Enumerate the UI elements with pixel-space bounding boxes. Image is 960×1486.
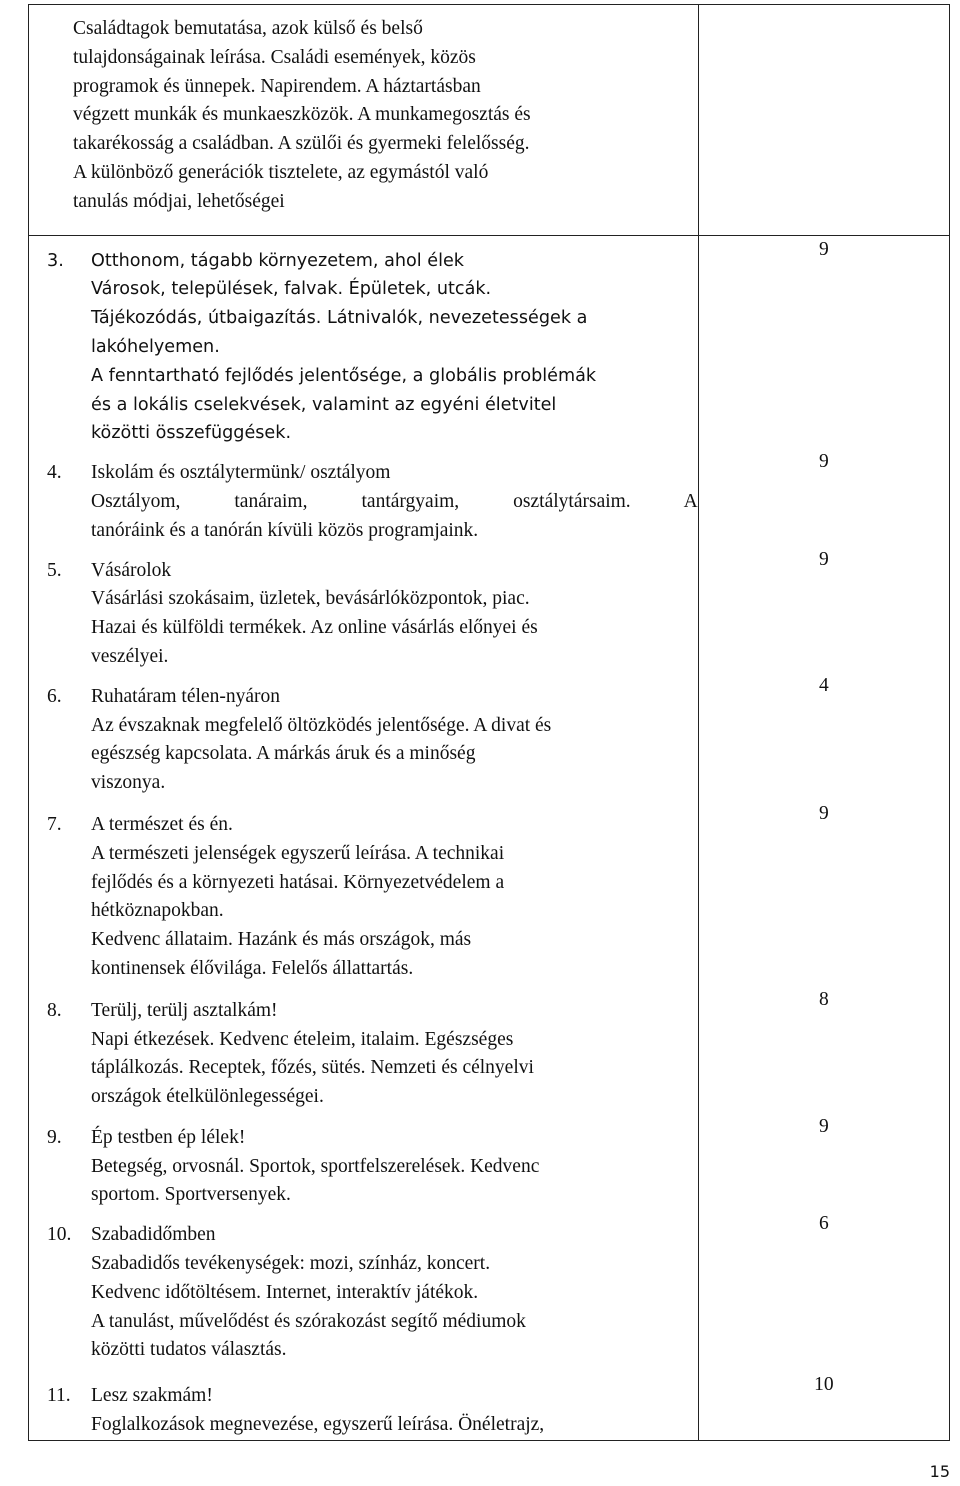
topic-number: 6.	[47, 685, 62, 707]
hours-value: 9	[818, 451, 829, 473]
topic-section	[29, 1221, 698, 1365]
topic-title: Szabadidőmben	[91, 1224, 216, 1246]
hours-value: 9	[818, 1115, 829, 1137]
topic-line: veszélyei.	[91, 645, 169, 667]
topic-line: táplálkozás. Receptek, főzés, sütés. Nemzeti és célnyelvi	[91, 1057, 534, 1079]
topic-line: A fenntartható fejlődés jelentősége, a globális problémák	[91, 365, 597, 386]
hours-value: 8	[818, 988, 829, 1010]
curriculum-table	[28, 4, 950, 1441]
topic-number: 8.	[47, 999, 62, 1021]
intro-line: Családtagok bemutatása, azok külső és belső	[73, 18, 423, 39]
topic-line: lakóhelyemen.	[91, 336, 220, 357]
hours-cell	[698, 235, 949, 1440]
topic-line: Szabadidős tevékenységek: mozi, színház, koncert.	[91, 1253, 491, 1275]
topic-line: országok ételkülönlegességei.	[91, 1086, 324, 1108]
hours-list	[699, 236, 949, 1429]
topic-line: hétköznapokban.	[91, 900, 224, 922]
topic-number: 4.	[47, 462, 62, 484]
topic-number: 5.	[47, 559, 62, 581]
topic-line: Foglalkozások megnevezése, egyszerű leírása. Önéletrajz,	[91, 1414, 545, 1436]
topic-line: Kedvenc állataim. Hazánk és más országok, más	[91, 929, 472, 951]
intro-text	[29, 5, 698, 235]
topic-number: 10.	[47, 1224, 72, 1246]
topic-line: Osztályom, tanáraim, tantárgyaim, osztálytársaim. A	[91, 490, 698, 512]
topics-cell	[29, 235, 699, 1440]
topic-section	[29, 1382, 698, 1440]
topic-line: tanóráink és a tanórán kívüli közös programjaink.	[91, 519, 479, 541]
topic-number: 9.	[47, 1126, 62, 1148]
table-row	[29, 235, 950, 1440]
topic-line: sportom. Sportversenyek.	[91, 1184, 291, 1206]
topic-line: közötti összefüggések.	[91, 423, 292, 444]
intro-line: tanulás módjai, lehetőségei	[73, 190, 285, 212]
topic-line: Városok, települések, falvak. Épületek, utcák.	[91, 279, 492, 300]
topic-title: Vásárolok	[91, 559, 172, 581]
topic-line: Tájékozódás, útbaigazítás. Látnivalók, nevezetességek a	[91, 308, 588, 329]
hours-value: 4	[818, 674, 829, 696]
topic-line: Vásárlási szokásaim, üzletek, bevásárlóközpontok, piac.	[91, 588, 530, 610]
topic-line: közötti tudatos választás.	[91, 1339, 287, 1361]
topic-line: és a lokális cselekvések, valamint az egyéni életvitel	[91, 394, 557, 415]
hours-cell	[698, 5, 949, 236]
topic-title: A természet és én.	[91, 813, 233, 835]
topic-title: Lesz szakmám!	[91, 1385, 213, 1407]
topic-title: Iskolám és osztálytermünk/ osztályom	[91, 462, 391, 484]
page-number: 15	[929, 1462, 950, 1481]
hours-value: 9	[818, 802, 829, 824]
topic-number: 11.	[47, 1385, 71, 1407]
topic-line: Kedvenc időtöltésem. Internet, interaktív játékok.	[91, 1281, 479, 1303]
intro-line: programok és ünnepek. Napirendem. A háztartásban	[73, 75, 481, 97]
topic-line: Az évszaknak megfelelő öltözködés jelentősége. A divat és	[91, 714, 552, 736]
hours-value: 9	[818, 548, 829, 570]
topic-number: 7.	[47, 813, 62, 835]
topic-section	[29, 997, 698, 1112]
topic-line: A tanulást, művelődést és szórakozást segítő médiumok	[91, 1310, 526, 1332]
topic-section	[29, 557, 698, 672]
topic-title: Terülj, terülj asztalkám!	[91, 999, 278, 1021]
topic-line: Betegség, orvosnál. Sportok, sportfelszerelések. Kedvenc	[91, 1155, 540, 1177]
topic-line: viszonya.	[91, 772, 166, 794]
intro-line: végzett munkák és munkaeszközök. A munkamegosztás és	[73, 104, 531, 126]
topic-line: Hazai és külföldi termékek. Az online vásárlás előnyei és	[91, 617, 538, 639]
intro-line: A különböző generációk tisztelete, az egymástól való	[73, 161, 489, 183]
topic-line: fejlődés és a környezeti hatásai. Környezetvédelem a	[91, 871, 505, 893]
topics-cell	[29, 5, 699, 236]
topic-number: 3.	[47, 250, 64, 271]
topic-title: Ép testben ép lélek!	[91, 1126, 246, 1148]
topic-section	[29, 1124, 698, 1210]
hours-value: 9	[818, 238, 829, 260]
hours-value: 10	[814, 1374, 834, 1396]
topic-title: Ruhatáram télen-nyáron	[91, 685, 280, 707]
topic-title: Otthonom, tágabb környezetem, ahol élek	[91, 250, 464, 271]
topic-section	[29, 811, 698, 984]
topic-section	[29, 247, 698, 449]
hours-value: 6	[818, 1213, 829, 1235]
topic-line: kontinensek élővilága. Felelős állattartás.	[91, 957, 414, 979]
topic-line: Napi étkezések. Kedvenc ételeim, italaim. Egészséges	[91, 1028, 514, 1050]
topics-list	[29, 247, 698, 1440]
topic-line: egészség kapcsolata. A márkás áruk és a minőség	[91, 743, 476, 765]
intro-line: tulajdonságainak leírása. Családi események, közös	[73, 46, 476, 68]
topic-line: A természeti jelenségek egyszerű leírása. A technikai	[91, 842, 505, 864]
topic-section	[29, 683, 698, 798]
intro-line: takarékosság a családban. A szülői és gyermeki felelősség.	[73, 133, 530, 155]
topic-section	[29, 459, 698, 545]
table-row	[29, 5, 950, 236]
